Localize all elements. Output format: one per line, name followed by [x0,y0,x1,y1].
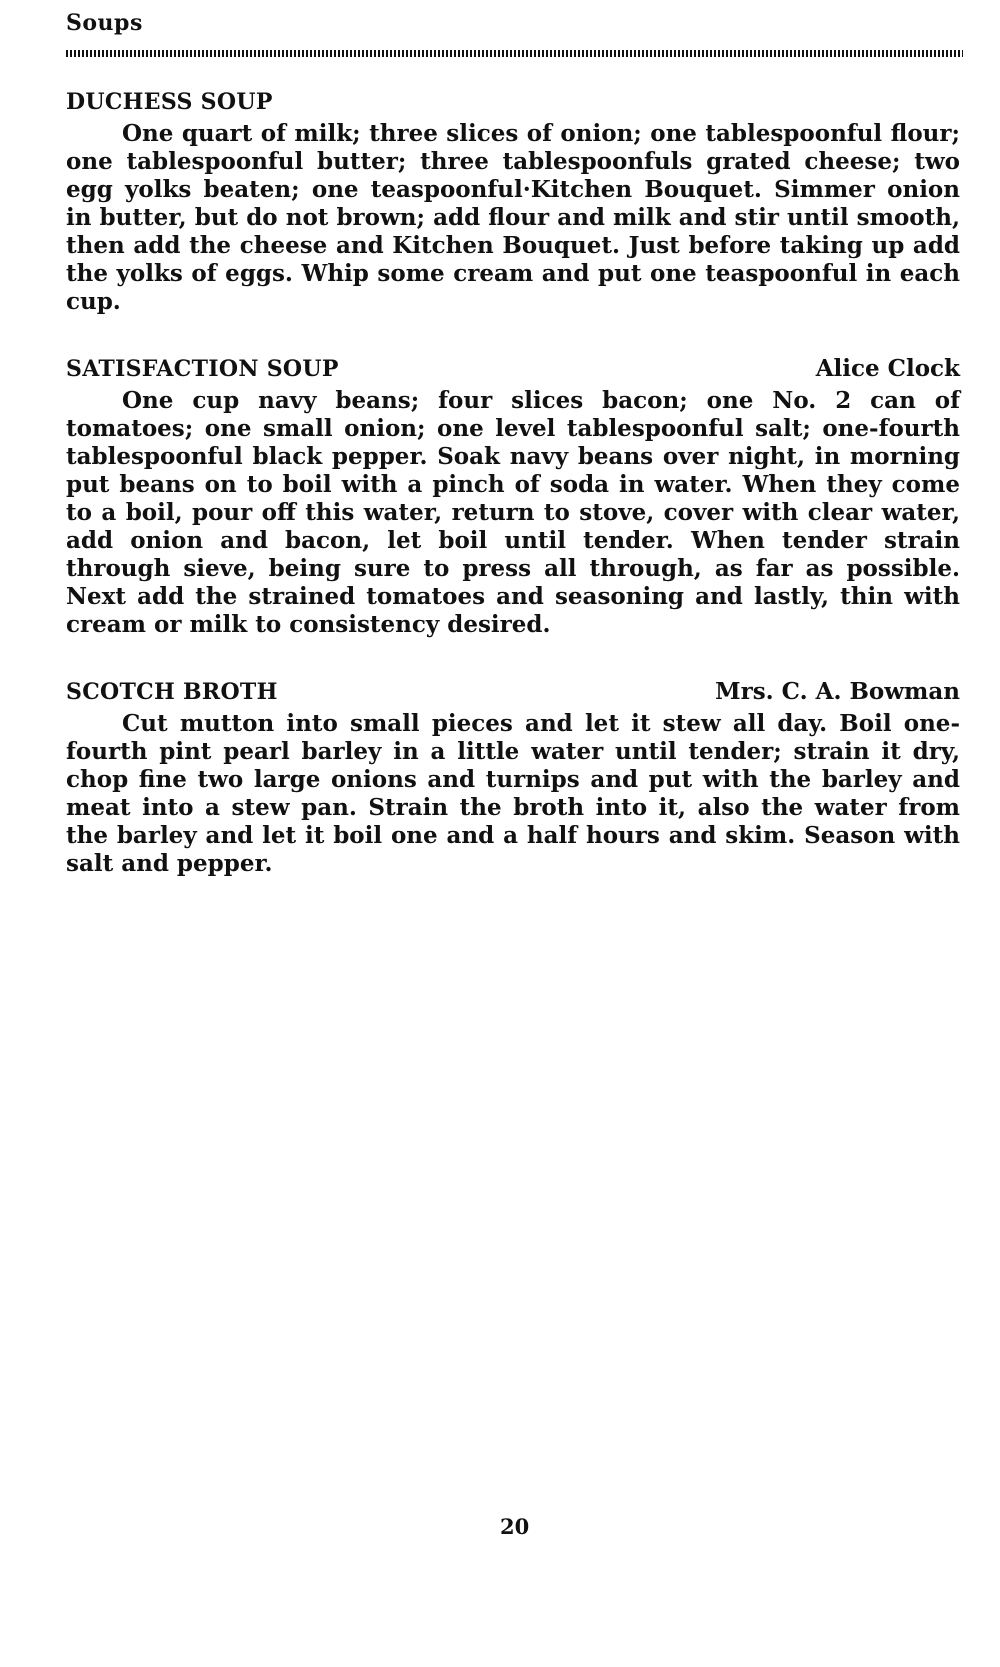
recipe-duchess-soup [66,88,960,316]
recipe-title: SCOTCH BROTH [66,679,278,705]
recipe-title: SATISFACTION SOUP [66,356,339,382]
running-head: Soups [66,10,143,36]
recipe-author: Mrs. C. A. Bowman [715,678,960,705]
recipe-header [66,355,960,383]
recipe-scotch-broth [66,678,960,878]
page-number: 20 [500,1514,530,1539]
recipe-body: One quart of milk; three slices of onion; one tablespoonful flour; one tablespoonful butter; three tablespoonfuls grated cheese; two egg yolks beaten; one teaspoonful·Kitchen Bouquet. Simmer onion in butter, but do not brown; add flour and milk and stir until smooth, then add the cheese and Kitchen Bouquet. Just before taking up add the yolks of eggs. Whip some cream and put one teaspoonful in each cup. [66,120,960,315]
recipe-header [66,678,960,706]
recipe-body: One cup navy beans; four slices bacon; one No. 2 can of tomatoes; one small onion; one level tablespoonful salt; one-fourth tablespoonful black pepper. Soak navy beans over night, in morning put beans on to boil with a pinch of soda in water. When they come to a boil, pour off this water, return to stove, cover with clear water, add onion and bacon, let boil until tender. When tender strain through sieve, being sure to press all through, as far as possible. Next add the strained tomatoes and seasoning and lastly, thin with cream or milk to consistency desired. [66,387,960,638]
recipe-satisfaction-soup [66,355,960,639]
header-rule [66,50,963,57]
recipe-title: DUCHESS SOUP [66,89,273,115]
recipe-author: Alice Clock [815,355,960,382]
recipe-header [66,88,960,116]
recipe-body: Cut mutton into small pieces and let it stew all day. Boil one-fourth pint pearl barley in a little water until tender; strain it dry, chop fine two large onions and turnips and put with the barley and meat into a stew pan. Strain the broth into it, also the water from the barley and let it boil one and a half hours and skim. Season with salt and pepper. [66,710,960,877]
